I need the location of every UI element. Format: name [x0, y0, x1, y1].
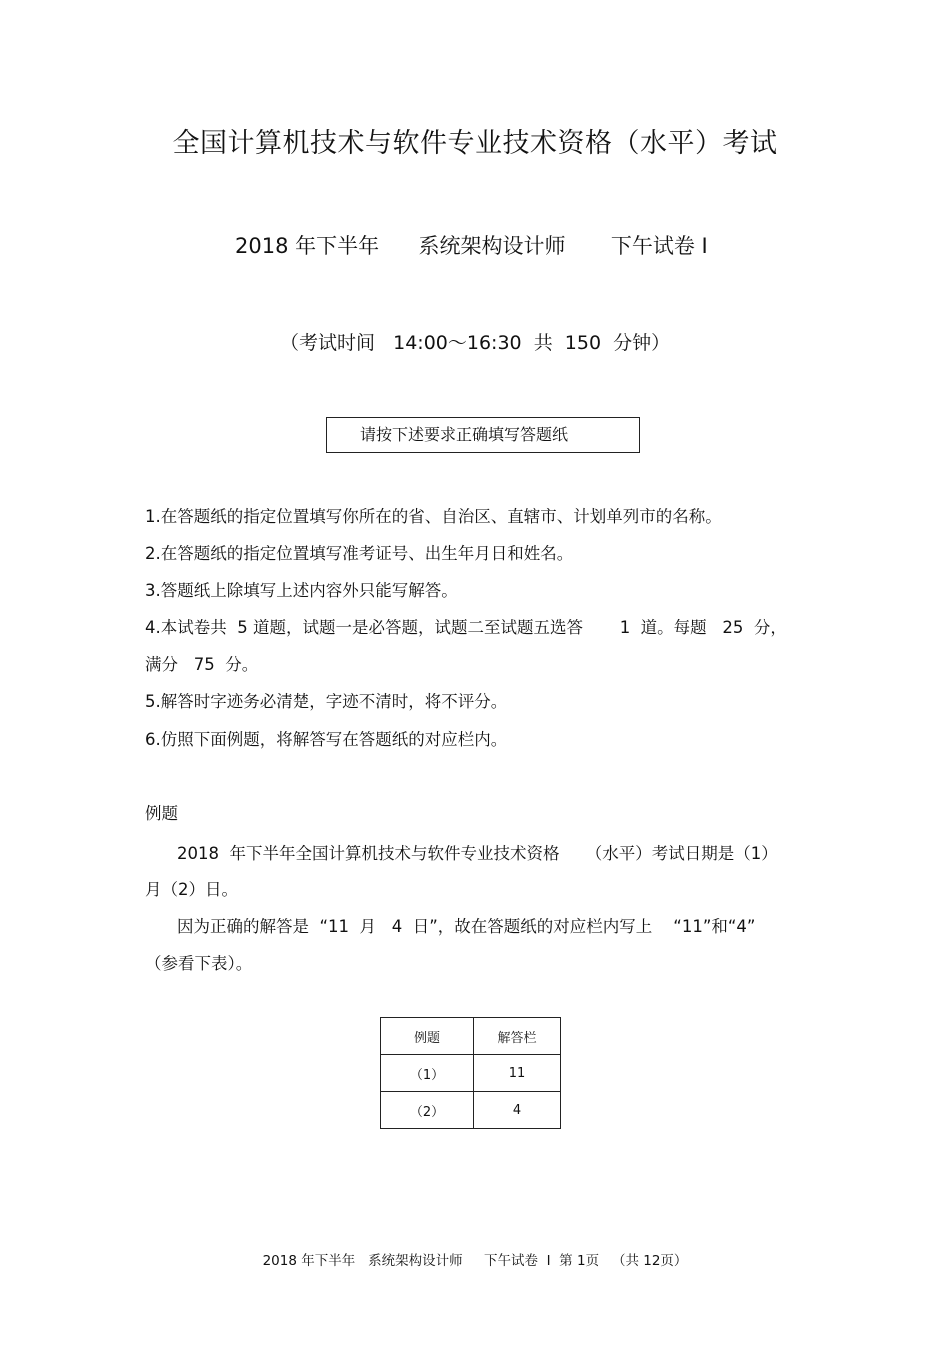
- table-header-row: [381, 1018, 561, 1055]
- rule-item-4-continued: 满分 75 分。: [145, 655, 259, 674]
- table-cell: 11: [474, 1055, 561, 1092]
- rule-item-1: 1.在答题纸的指定位置填写你所在的省、自治区、直辖市、计划单列市的名称。: [145, 507, 722, 526]
- rule-item-5: 5.解答时字迹务必清楚，字迹不清时，将不评分。: [145, 692, 508, 711]
- exam-time: （考试时间 14:00～16:30 共 150 分钟）: [280, 332, 671, 354]
- rule-item-2: 2.在答题纸的指定位置填写准考证号、出生年月日和姓名。: [145, 544, 574, 563]
- table-cell: 4: [474, 1092, 561, 1129]
- example-answer-line-1: 因为正确的解答是 “11 月 4 日”，故在答题纸的对应栏内写上 “11”和“4”: [177, 917, 756, 936]
- table-row: [381, 1055, 561, 1092]
- rule-item-6: 6.仿照下面例题，将解答写在答题纸的对应栏内。: [145, 730, 508, 749]
- example-question-line-2: 月（2）日。: [145, 880, 238, 899]
- page-footer: 2018 年下半年 系统架构设计师 下午试卷 I 第 1页 （共 12页）: [262, 1253, 688, 1269]
- notice-box: 请按下述要求正确填写答题纸: [326, 417, 640, 453]
- table-header-cell: 解答栏: [474, 1018, 561, 1055]
- example-answer-line-2: （参看下表）。: [145, 954, 253, 973]
- table-cell: （2）: [381, 1092, 474, 1129]
- example-question-line-1: 2018 年下半年全国计算机技术与软件专业技术资格 （水平）考试日期是（1）: [177, 844, 778, 863]
- exam-title: 全国计算机技术与软件专业技术资格（水平）考试: [172, 128, 778, 159]
- subtitle-paper: 下午试卷 I: [610, 234, 708, 258]
- example-heading: 例题: [145, 804, 178, 823]
- example-table: [380, 1017, 561, 1129]
- subtitle-year: 2018 年下半年: [235, 234, 380, 258]
- table-cell: （1）: [381, 1055, 474, 1092]
- exam-subtitle: [235, 230, 708, 260]
- table-header-cell: 例题: [381, 1018, 474, 1055]
- subtitle-subject: 系统架构设计师: [418, 234, 566, 258]
- rule-item-3: 3.答题纸上除填写上述内容外只能写解答。: [145, 581, 458, 600]
- rule-item-4: 4.本试卷共 5 道题，试题一是必答题，试题二至试题五选答 1 道。每题 25 分，: [145, 618, 787, 637]
- table-row: [381, 1092, 561, 1129]
